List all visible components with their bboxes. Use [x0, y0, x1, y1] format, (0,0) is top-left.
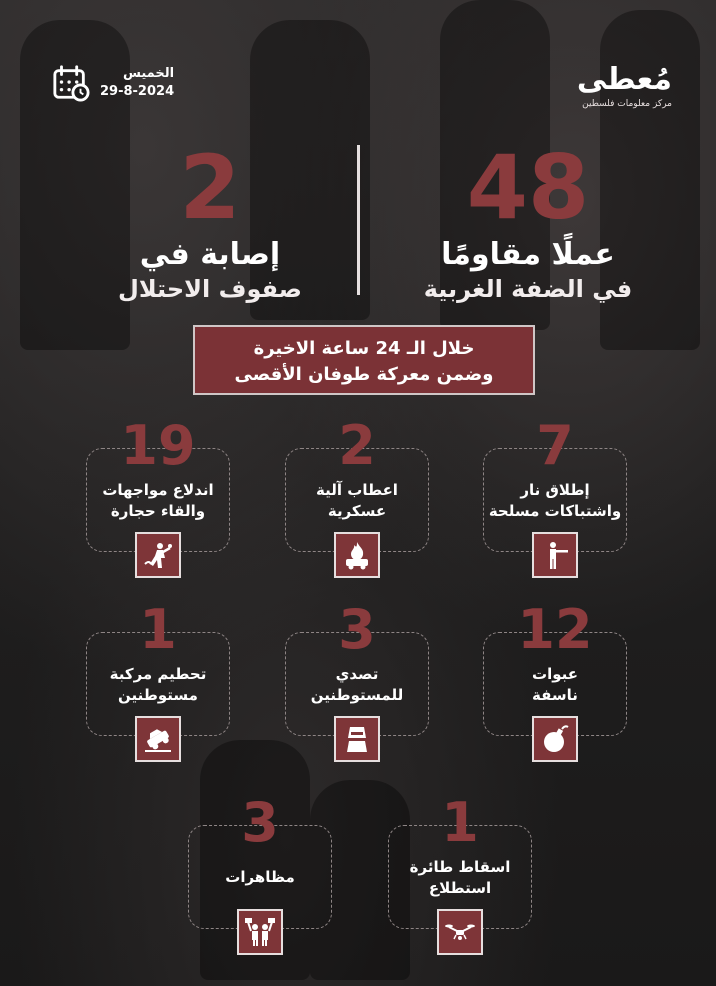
drone-icon: [437, 909, 483, 955]
stat-label-line-2: مستوطنين: [118, 686, 198, 704]
protest-icon: [237, 909, 283, 955]
stat-label-line-1: مظاهرات: [225, 868, 295, 886]
stat-label-line-1: اسقاط طائرة: [409, 858, 511, 876]
gunman-icon: [532, 532, 578, 578]
stat-label: [285, 664, 429, 706]
hero-divider: [357, 145, 360, 295]
stat-label: [483, 664, 627, 706]
stat-label-line-1: اعطاب آلية: [316, 481, 398, 499]
brand-logo: [577, 62, 672, 109]
bomb-icon: [532, 716, 578, 762]
stat-label-line-2: ناسفة: [532, 686, 578, 704]
stat-number: 1: [139, 598, 177, 661]
stat-label: [86, 480, 230, 522]
stat-number: 1: [441, 791, 479, 854]
stat-label-line-1: تحطيم مركبة: [109, 665, 207, 683]
date-block: [52, 64, 174, 102]
stat-label-line-1: اندلاع مواجهات: [102, 481, 214, 499]
stat-number: 7: [536, 414, 574, 477]
banner-line-2: وضمن معركة طوفان الأقصى: [234, 364, 494, 385]
wrecked-car-icon: [135, 716, 181, 762]
stat-number: 12: [517, 598, 593, 661]
masked-person-icon: [334, 716, 380, 762]
hero-sublabel: في الضفة الغربية: [423, 275, 633, 303]
stat-label-line-1: عبوات: [532, 665, 578, 683]
stat-label-line-1: تصدي: [335, 665, 379, 683]
stat-label-line-2: للمستوطنين: [310, 686, 404, 704]
hero-injuries: [60, 136, 360, 304]
stat-label: [388, 857, 532, 899]
stat-label-line-2: والقاء حجارة: [110, 502, 206, 520]
brand-subtitle: مركز معلومات فلسطين: [582, 99, 672, 109]
hero-sublabel: صفوف الاحتلال: [118, 275, 302, 303]
calendar-icon: [52, 64, 90, 102]
period-banner: [193, 325, 535, 395]
hero-label: عملًا مقاومًا: [441, 237, 615, 272]
stat-number: 3: [338, 598, 376, 661]
fire-vehicle-icon: [334, 532, 380, 578]
stat-number: 3: [241, 791, 279, 854]
stat-label: [285, 480, 429, 522]
hero-resistance-acts: [378, 136, 678, 304]
hero-number: 2: [179, 136, 241, 239]
stat-label: [483, 480, 627, 522]
hero-label: إصابة في: [139, 237, 281, 272]
stat-label-line-2: عسكرية: [327, 502, 387, 520]
stat-label-line-2: واشتباكات مسلحة: [488, 502, 622, 520]
stat-label: [86, 664, 230, 706]
stat-label: [188, 867, 332, 888]
banner-line-1: خلال الـ 24 ساعة الاخيرة: [253, 338, 475, 359]
stat-label-line-1: إطلاق نار: [520, 481, 590, 499]
stone-throw-icon: [135, 532, 181, 578]
stat-number: 19: [120, 414, 196, 477]
date-day: الخميس: [123, 66, 175, 81]
hero-number: 48: [466, 136, 590, 239]
brand-name: مُعطى: [576, 62, 672, 97]
stat-label-line-2: استطلاع: [428, 879, 492, 897]
stat-number: 2: [338, 414, 376, 477]
date-value: 29-8-2024: [100, 84, 175, 99]
